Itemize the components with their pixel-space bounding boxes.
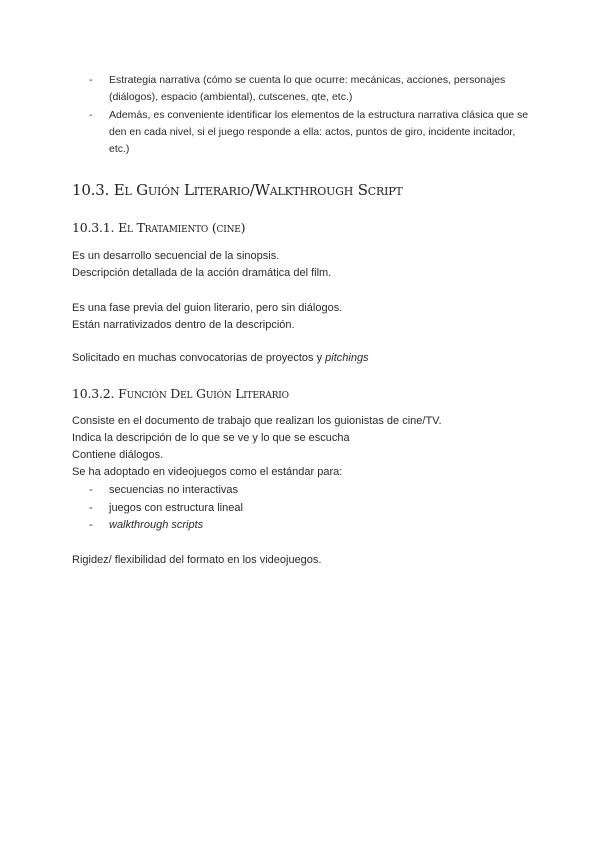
dash-marker: - [89,501,93,514]
list-item [89,517,243,535]
paragraph-line: Es un desarrollo secuencial de la sinopsis. [72,250,280,262]
paragraph-line: Consiste en el documento de trabajo que realizan los guionistas de cine/TV. [72,415,442,427]
dash-marker: - [89,484,93,496]
list-item [89,482,243,500]
list-item-text: Además, es conveniente identificar los elementos de la estructura narrativa clásica que se den en cada nivel, si el juego responde a ella: actos, puntos de giro, incidente incitador, etc.) [109,109,529,155]
paragraph-line: Indica la descripción de lo que se ve y lo que se escucha [72,432,350,444]
paragraph [72,413,442,481]
narrative-bullet-list [89,72,534,159]
list-item [89,500,243,518]
list-item-text: walkthrough scripts [109,519,204,531]
dash-marker: - [89,74,93,86]
italic-term: pitchings [325,352,369,364]
paragraph-line: Están narrativizados dentro de la descripción. [72,319,295,331]
dash-marker: - [89,109,93,121]
paragraph-line: Descripción detallada de la acción dramática del film. [72,267,332,279]
list-item-text: juegos con estructura lineal [109,501,243,514]
closing-paragraph: Rigidez/ flexibilidad del formato en los videojuegos. [72,554,322,566]
dash-marker: - [89,519,93,531]
paragraph [72,350,369,367]
paragraph [72,300,342,334]
paragraph-line: Es una fase previa del guion literario, pero sin diálogos. [72,302,343,314]
list-item-text: secuencias no interactivas [109,484,239,496]
subsection-heading-funcion: 10.3.2. Función Del Guión Literario [72,386,289,401]
standard-uses-list [89,482,243,535]
paragraph [72,248,331,282]
paragraph-line: Contiene diálogos. [72,449,164,461]
list-item [89,72,534,106]
list-item-text: Estrategia narrativa (cómo se cuenta lo que ocurre: mecánicas, acciones, personajes (diálogos), espacio (ambiental), cutscenes, qte, etc.) [109,74,506,103]
section-heading: 10.3. El Guión Literario/Walkthrough Script [72,181,403,199]
subsection-heading-tratamiento: 10.3.1. El Tratamiento (cine) [72,220,246,235]
list-item [89,107,534,158]
paragraph-text: Solicitado en muchas convocatorias de proyectos y [72,352,326,364]
paragraph-line: Se ha adoptado en videojuegos como el estándar para: [72,466,343,478]
